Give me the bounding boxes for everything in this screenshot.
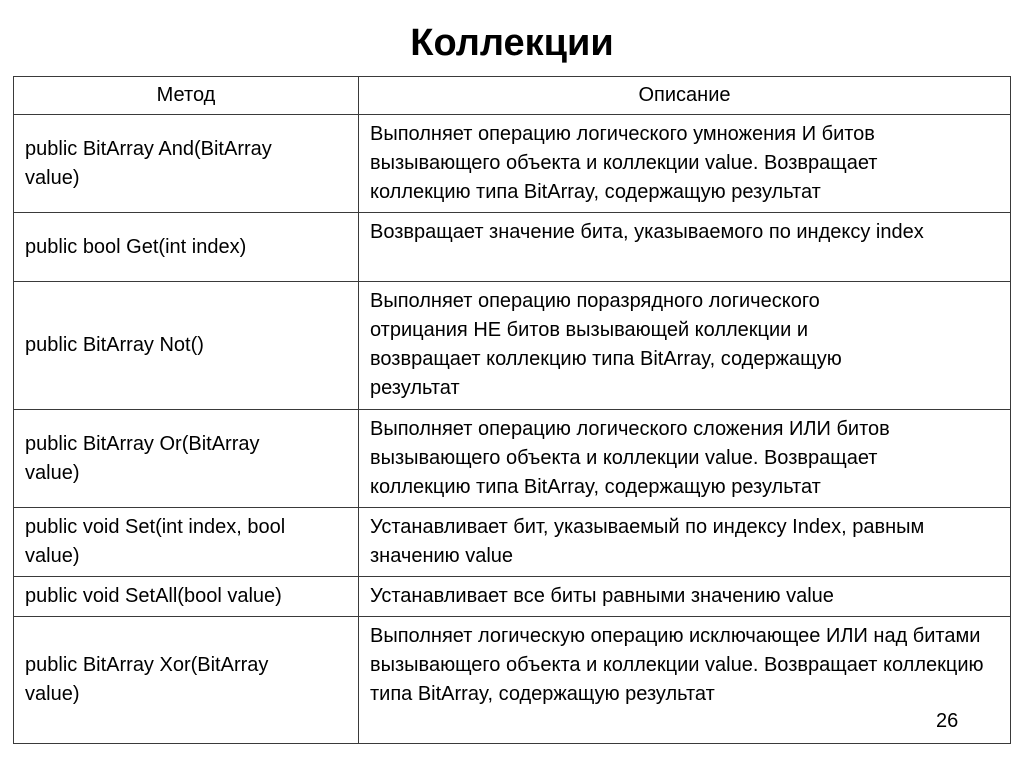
table-row (14, 508, 1011, 577)
method-cell (14, 410, 359, 508)
header-method: Метод (14, 77, 359, 115)
method-set: public void Set(int index, bool value) (25, 516, 286, 567)
header-description: Описание (359, 77, 1011, 115)
page-number: 26 (936, 710, 959, 732)
method-cell (14, 115, 359, 213)
description-set: Устанавливает бит, указываемый по индексу Index, равным значению value (370, 516, 925, 567)
description-cell (359, 410, 1011, 508)
method-get: public bool Get(int index) (25, 235, 247, 258)
table-row (14, 577, 1011, 617)
description-not: Выполняет операцию поразрядного логического отрицания НЕ битов вызывающей коллекции и возвращает коллекцию типа BitArray, содержащую результат (370, 290, 842, 399)
method-xor: public BitArray Xor(BitArray value) (25, 654, 269, 705)
table-row (14, 115, 1011, 213)
method-cell (14, 617, 359, 744)
table-row (14, 213, 1011, 282)
description-cell (359, 213, 1011, 282)
description-cell (359, 115, 1011, 213)
method-and: public BitArray And(BitArray value) (25, 137, 272, 189)
method-or: public BitArray Or(BitArray value) (25, 432, 260, 484)
description-cell (359, 282, 1011, 410)
slide-title: Коллекции (410, 22, 614, 64)
method-cell (14, 577, 359, 617)
method-cell (14, 508, 359, 577)
method-cell (14, 213, 359, 282)
description-cell (359, 577, 1011, 617)
methods-table (13, 76, 1011, 744)
method-cell (14, 282, 359, 410)
method-not: public BitArray Not() (25, 334, 204, 356)
table-row (14, 410, 1011, 508)
description-or: Выполняет операцию логического сложения ИЛИ битов вызывающего объекта и коллекции value. Возвращает коллекцию типа BitArray, содержащую результат (370, 418, 890, 498)
description-get: Возвращает значение бита, указываемого по индексу index (370, 221, 924, 243)
method-setall: public void SetAll(bool value) (25, 585, 282, 607)
table-row (14, 617, 1011, 744)
table-header-row (14, 77, 1011, 115)
description-and: Выполняет операцию логического умножения И битов вызывающего объекта и коллекции value. Возвращает коллекцию типа BitArray, содержащую результат (370, 123, 878, 203)
table-row (14, 282, 1011, 410)
description-setall: Устанавливает все биты равными значению value (370, 585, 834, 607)
description-xor: Выполняет логическую операцию исключающее ИЛИ над битами вызывающего объекта и коллекции value. Возвращает коллекцию типа BitArray, содержащую результат (370, 625, 984, 705)
description-cell (359, 508, 1011, 577)
description-cell (359, 617, 1011, 744)
